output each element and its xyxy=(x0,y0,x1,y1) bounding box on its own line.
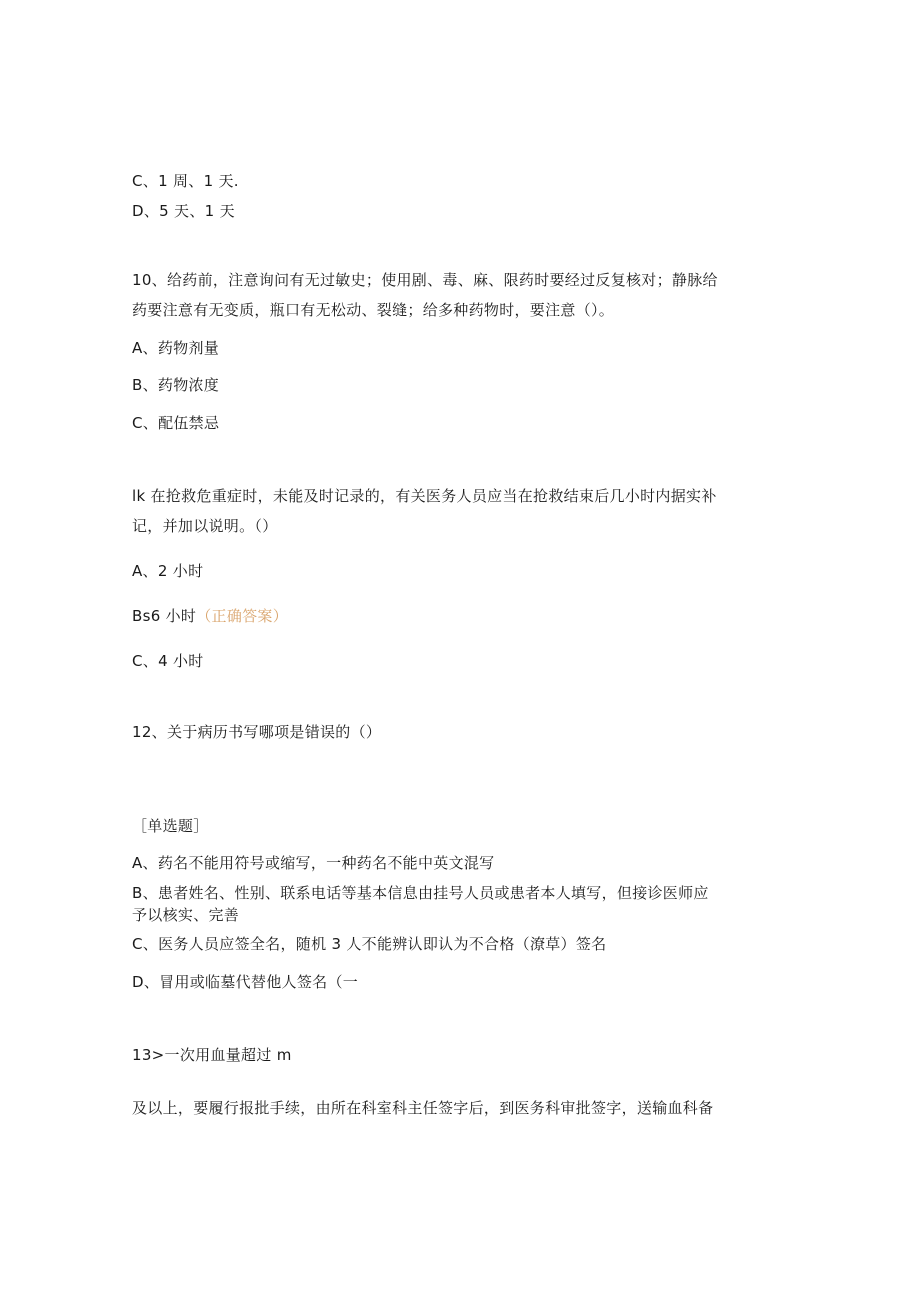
q11-option-c: C、4 小时 xyxy=(132,652,204,670)
q10-option-c: C、配伍禁忌 xyxy=(132,414,220,432)
q11-stem-line2: 记，并加以说明。（） xyxy=(132,517,278,535)
q13-stem-line2: 及以上，要履行报批手续，由所在科室科主任签字后，到医务科审批签字，送输血科备 xyxy=(132,1099,714,1117)
q10-stem-line1: 10、给药前，注意询问有无过敏史；使用剧、毒、麻、限药时要经过反复核对；静脉给 xyxy=(132,271,718,289)
q12-option-d: D、冒用或临墓代替他人签名（一 xyxy=(132,973,359,991)
q12-option-b-line2: 予以核实、完善 xyxy=(132,906,240,924)
q12-option-b-line1: B、患者姓名、性别、联系电话等基本信息由挂号人员或患者本人填写，但接诊医师应 xyxy=(132,884,709,902)
q12-stem: 12、关于病历书写哪项是错误的（） xyxy=(132,723,382,741)
q10-option-a: A、药物剂量 xyxy=(132,339,220,357)
q9-option-c: C、1 周、1 天. xyxy=(132,172,239,190)
q12-option-a: A、药名不能用符号或缩写，一种药名不能中英文混写 xyxy=(132,854,495,872)
q10-option-b: B、药物浓度 xyxy=(132,376,220,394)
q9-option-d: D、5 天、1 天 xyxy=(132,202,235,220)
q11-stem-line1: lk 在抢救危重症时，未能及时记录的，有关医务人员应当在抢救结束后几小时内据实补 xyxy=(132,487,717,505)
q11-option-a: A、2 小时 xyxy=(132,562,204,580)
correct-answer-hint: （正确答案） xyxy=(196,607,289,625)
q11-option-b-text: Bs6 小时 xyxy=(132,607,197,625)
q10-stem-line2: 药要注意有无变质，瓶口有无松动、裂缝；给多种药物时，要注意（）。 xyxy=(132,301,615,319)
q11-option-b xyxy=(132,606,288,626)
q12-type-label: ［单选题］ xyxy=(132,817,209,835)
q12-option-c: C、医务人员应签全名，随机 3 人不能辨认即认为不合格（潦草）签名 xyxy=(132,935,607,953)
q13-stem-line1: 13>一次用血量超过 m xyxy=(132,1046,292,1064)
